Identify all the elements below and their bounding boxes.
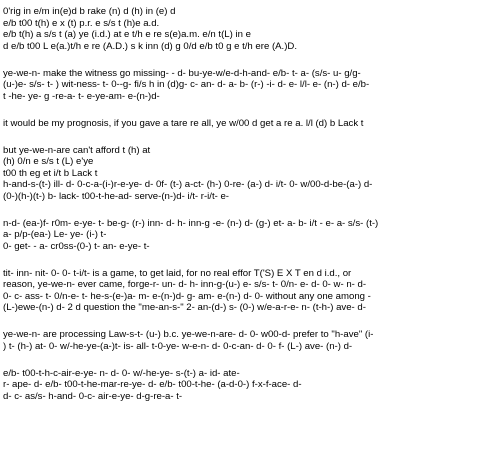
- text-line: ye-we-n- make the witness go missing- - d- bu-ye-w/e-d-h-and- e/b- t- a- (s/s- u- g/g-: [3, 67, 361, 79]
- paragraph-6: [3, 268, 481, 314]
- text-line: d e/b t00 L e(a.)t/h e re (A.D.) s k inn (d) g 0/d e/b t0 g e t/h ere (A.)D.: [3, 40, 297, 52]
- text-line: but ye-we-n-are can't afford t (h) at: [3, 144, 151, 156]
- text-line: (0-)(h-)(t-) b- lack- t00-t-he-ad- serve-(n-)d- i/t- r-i/t- e-: [3, 190, 229, 202]
- paragraph-4: [3, 145, 481, 203]
- text-line: 0- get- - a- cr0ss-(0-) t- an- e-ye- t-: [3, 240, 150, 252]
- paragraph-1: [3, 6, 481, 52]
- text-line: t00 th eg et i/t b Lack t: [3, 167, 98, 179]
- text-line: ) t- (h-) at- 0- w/-he-ye-(a-)t- is- all- t-0-ye- w-e-n- d- 0-c-an- d- 0- f- (L-) ave- (n-) d-: [3, 340, 353, 352]
- text-line: a- p/p-(ea-) Le- ye- (i-) t-: [3, 229, 107, 240]
- text-line: ye-we-n- are processing Law-s-t- (u-) b.c. ye-we-n-are- d- 0- w00-d- prefer to "h-ave" (i-: [3, 329, 374, 340]
- text-line: (L-)ewe-(n-) d- 2 d question the "me-an-s-" 2- an-(d-) s- (0-) w/e-a-r-e- n- (t-h-) ave- d-: [3, 302, 366, 313]
- text-line: e/b t(h) a s/s t (a) ye (i.d.) at e t/h e re s(e)a.m. e/n t(L) in e: [3, 29, 251, 40]
- text-line: tit- inn- nit- 0- 0- t-i/t- is a game, to get laid, for no real effor T('S) E X T en d i.d., or: [3, 267, 352, 279]
- text-line: n-d- (ea-)f- r0m- e-ye- t- be-g- (r-) inn- d- h- inn-g -e- (n-) d- (g-) et- a- b- i/t - e- a- s/s- (t-): [3, 217, 379, 229]
- text-line: t -he- ye- g -re-a- t- e-ye-am- e-(n-)d-: [3, 90, 160, 102]
- paragraph-3: [3, 118, 481, 130]
- text-line: h-and-s-(t-) ill- d- 0-c-a-(i-)r-e-ye- d- 0f- (t-) a-ct- (h-) 0-re- (a-) d- i/t- 0- w/00-d-be-(a-) d-: [3, 179, 373, 190]
- text-line: 0- c- ass- t- 0/n-e- t- he-s-(e-)a- m- e-(n-)d- g- am- e-(n-) d- 0- without any one among -: [3, 290, 371, 302]
- text-line: d- c- as/s- h-and- 0-c- air-e-ye- d-g-re-a- t-: [3, 390, 183, 402]
- document-body: [3, 6, 481, 418]
- paragraph-5: [3, 218, 481, 253]
- paragraph-2: [3, 68, 481, 103]
- text-line: r- ape- d- e/b- t00-t-he-mar-re-ye- d- e/b- t00-t-he- (a-d-0-) f-x-f-ace- d-: [3, 379, 302, 390]
- paragraph-7: [3, 329, 481, 352]
- text-line: (u-)e- s/s- t- ) wit-ness- t- 0--g- fi/s h in (d)g- c- an- d- a- b- (r-) -i- d- e- l/l- e- (n-) d- e/b-: [3, 79, 370, 90]
- text-line: e/b- t00-t-h-c-air-e-ye- n- d- 0- w/-he-ye- s-(t-) a- id- ate-: [3, 367, 240, 379]
- text-line: reason, ye-we-n- ever came, forge-r- un- d- h- inn-g-(u-) e- s/s- t- 0/n- e- d- 0- w- n- d-: [3, 279, 367, 290]
- text-line: (h) 0/n e s/s t (L) e'ye: [3, 156, 94, 167]
- text-line: 0'rig in e/m in(e)d b rake (n) d (h) in (e) d: [3, 6, 176, 17]
- text-line: e/b t00 t(h) e x (t) p.r. e s/s t (h)e a.d.: [3, 17, 160, 29]
- text-line: it would be my prognosis, if you gave a tare re all, ye w/00 d get a re a. l/l (d) b Lack t: [3, 117, 364, 129]
- paragraph-8: [3, 368, 481, 403]
